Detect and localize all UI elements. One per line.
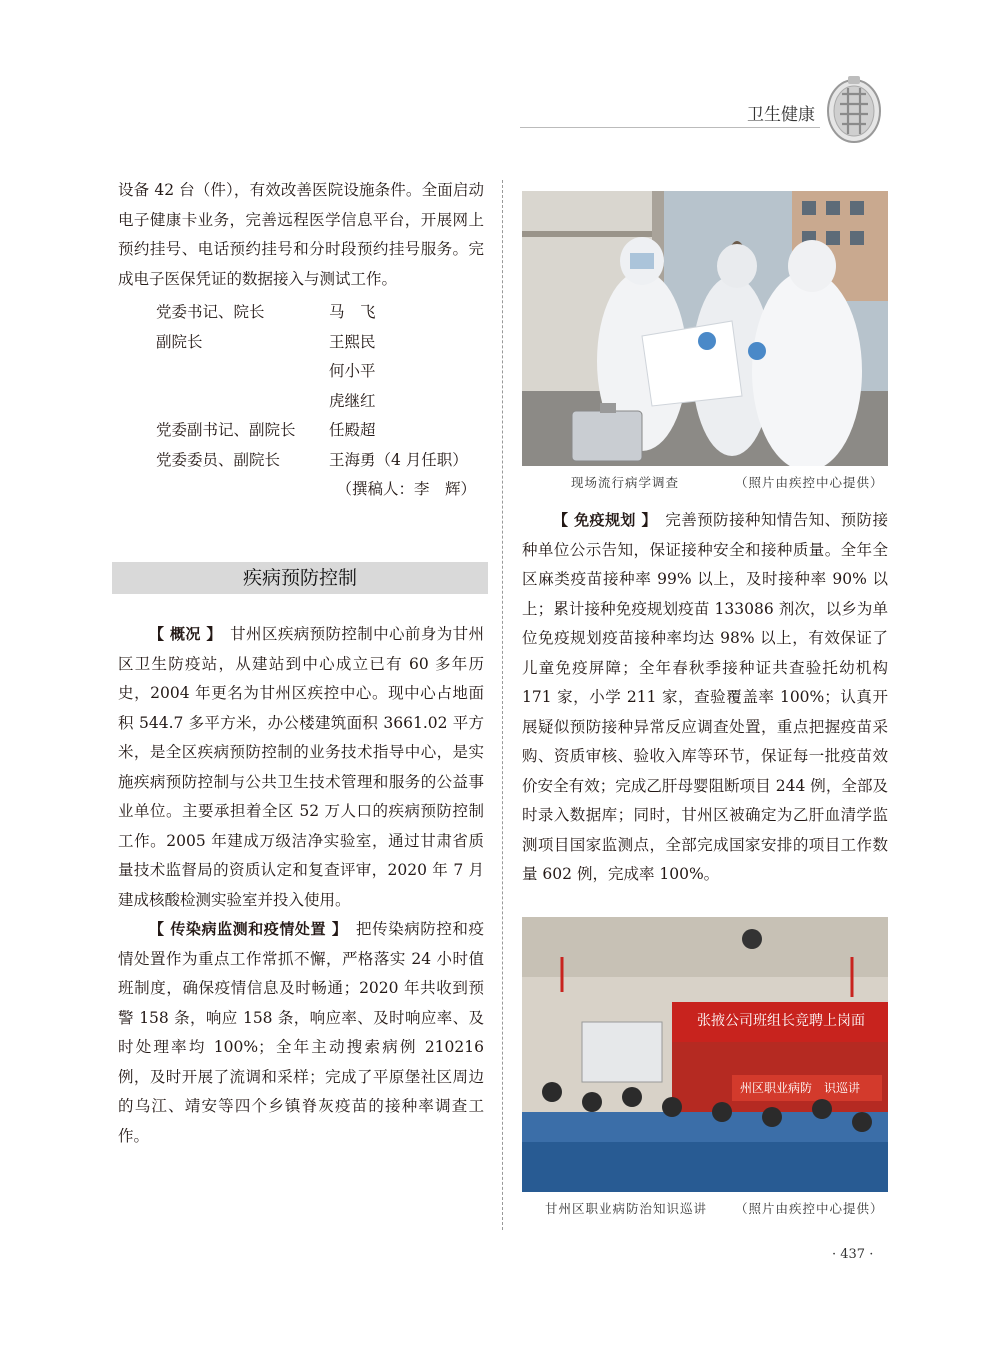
header-rule <box>520 127 820 128</box>
staff-row <box>118 416 484 446</box>
infectious-label: 【 传染病监测和疫情处置 】 <box>149 920 340 938</box>
staff-row <box>118 328 484 358</box>
lecture-photo-image <box>522 917 888 1192</box>
staff-role: 党委书记、院长 <box>156 303 265 321</box>
staff-row <box>118 387 484 417</box>
photo-epidemiology <box>522 191 888 466</box>
staff-row <box>118 298 484 328</box>
photo2-credit: （照片由疾控中心提供） <box>735 1201 884 1216</box>
epidemiology-photo-image <box>522 191 888 466</box>
staff-name: 任殿超 <box>329 421 376 439</box>
seal-emblem-icon <box>826 74 882 144</box>
right-column <box>522 506 888 890</box>
staff-role <box>118 387 329 417</box>
photo1-caption: 现场流行病学调查 <box>571 475 680 490</box>
staff-role: 党委副书记、副院长 <box>156 421 296 439</box>
section-title: 疾病预防控制 <box>112 562 488 594</box>
staff-name: 王海勇（4 月任职） <box>329 450 468 469</box>
intro-paragraph: 设备 42 台（件），有效改善医院设施条件。全面启动电子健康卡业务，完善远程医学信息平台，开展网上预约挂号、电话预约挂号和分时段预约挂号服务。完成电子医保凭证的数据接入与测试工作。 <box>118 181 484 288</box>
immunization-text: 完善预防接种知情告知、预防接种单位公示告知，保证接种安全和接种质量。全年全区麻类疫苗接种率 99% 以上，及时接种率 90% 以上；累计接种免疫规划疫苗 133086 剂次，以乡为单位免疫规划疫苗接种率均达 98% 以上，有效保证了儿童免疫屏障；全年春秋季接种证共查验托幼机构 171 家，小学 211 家，查验覆盖率 100%；认真开展疑似预防接种异常反应调查处置，重点把握疫苗采购、资质审核、验收入库等环节，保证每一批疫苗效价安全有效；完成乙肝母婴阻断项目 244 例，全部及时录入数据库；同时，甘州区被确定为乙肝血清学监测项目国家监测点，全部完成国家安排的项目工作数量 602 例，完成率 100%。 <box>522 511 888 883</box>
staff-name: 王熙民 <box>329 332 376 351</box>
column-divider <box>502 180 503 1230</box>
staff-role <box>118 357 329 387</box>
author-credit: （撰稿人：李 辉） <box>336 480 476 498</box>
overview-paragraph <box>118 620 484 915</box>
running-header: 卫生健康 <box>747 105 815 125</box>
staff-role: 党委委员、副院长 <box>156 450 281 469</box>
page-number: · 437 · <box>832 1247 874 1262</box>
immunization-label: 【 免疫规划 】 <box>553 511 650 529</box>
infectious-paragraph <box>118 915 484 1151</box>
left-column <box>118 176 484 505</box>
overview-text: 甘州区疾病预防控制中心前身为甘州区卫生防疫站，从建站到中心成立已有 60 多年历史，2004 年更名为甘州区疾控中心。现中心占地面积 544.7 多平方米，办公楼建筑面积 3661.02 平方米，是全区疾病预防控制的业务技术指导中心，是实施疾病预防控制与公共卫生技术管理和服务的公益事业单位。主要承担着全区 52 万人口的疾病预防控制工作。2005 年建成万级洁净实验室，通过甘肃省质量技术监督局的资质认定和复查评审，2020 年 7 月建成核酸检测实验室并投入使用。 <box>118 625 484 909</box>
photo1-credit: （照片由疾控中心提供） <box>735 475 884 490</box>
staff-name: 何小平 <box>329 362 376 380</box>
photo2-caption: 甘州区职业病防治知识巡讲 <box>545 1201 708 1216</box>
staff-name: 马 飞 <box>329 303 376 321</box>
immunization-paragraph <box>522 506 888 890</box>
left-column-lower <box>118 620 484 1151</box>
overview-label: 【 概况 】 <box>149 625 215 643</box>
photo-lecture <box>522 917 888 1192</box>
staff-name: 虎继红 <box>329 391 376 410</box>
staff-list <box>118 298 484 475</box>
staff-role: 副院长 <box>156 332 203 351</box>
infectious-text: 把传染病防控和疫情处置作为重点工作常抓不懈，严格落实 24 小时值班制度，确保疫情信息及时畅通；2020 年共收到预警 158 条，响应 158 条，响应率、及时响应率、及时处理率均 100%；全年主动搜索病例 210216 例，及时开展了流调和采样；完成了平原堡社区周边的乌江、靖安等四个乡镇脊灰疫苗的接种率调查工作。 <box>118 920 484 1145</box>
table-sign-text: 州区职业病防 识巡讲 <box>740 1081 861 1095</box>
staff-row <box>118 446 484 476</box>
staff-row <box>118 357 484 387</box>
banner-text: 张掖公司班组长竞聘上岗面 <box>697 1013 865 1029</box>
